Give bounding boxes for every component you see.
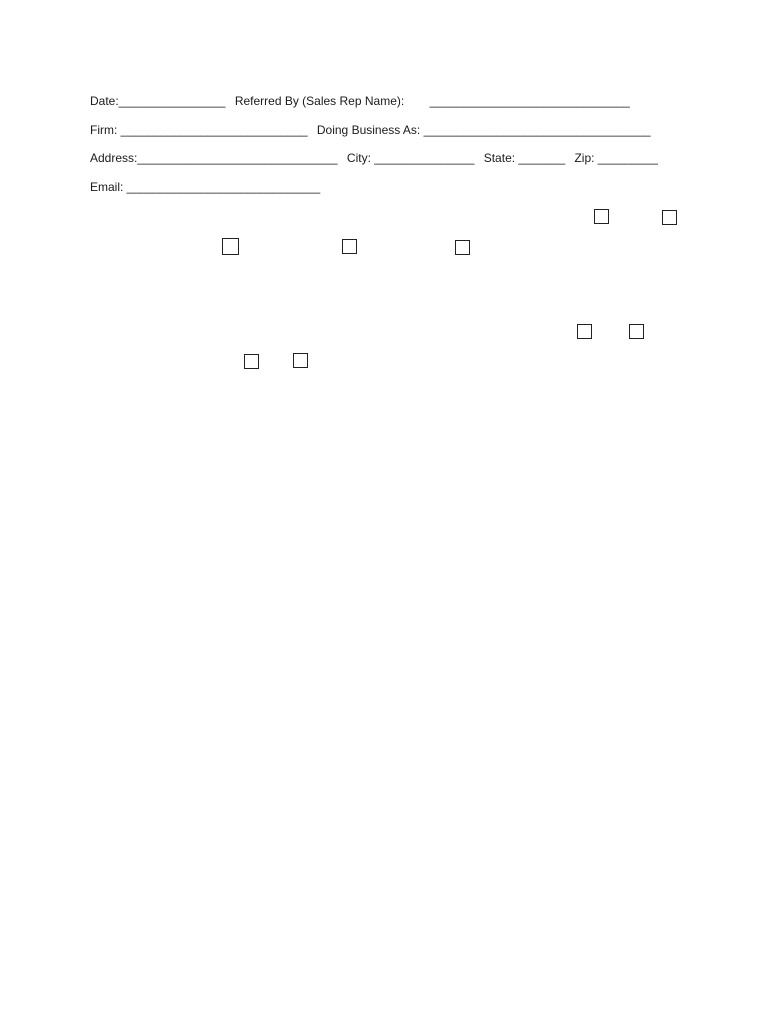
checkbox-4[interactable] xyxy=(342,239,357,254)
doing-business-as-field[interactable]: Doing Business As: __________________________________ xyxy=(316,123,651,137)
checkbox-8[interactable] xyxy=(244,354,259,369)
address-row xyxy=(90,151,658,165)
checkbox-9[interactable] xyxy=(293,353,308,368)
referred-by-label: Referred By (Sales Rep Name): xyxy=(234,94,405,108)
checkbox-7[interactable] xyxy=(629,324,644,339)
email-row xyxy=(90,180,320,194)
checkbox-6[interactable] xyxy=(577,324,592,339)
address-field[interactable]: Address:______________________________ xyxy=(90,151,338,165)
date-field[interactable]: Date:________________ xyxy=(90,94,226,108)
email-field[interactable]: Email: _____________________________ xyxy=(90,180,321,194)
state-field[interactable]: State: _______ xyxy=(483,151,566,165)
checkbox-5[interactable] xyxy=(455,240,470,255)
checkbox-3[interactable] xyxy=(222,238,239,255)
checkbox-1[interactable] xyxy=(594,209,609,224)
firm-field[interactable]: Firm: ____________________________ xyxy=(90,123,308,137)
firm-dba-row xyxy=(90,123,651,137)
checkbox-2[interactable] xyxy=(662,210,677,225)
referred-by-field[interactable]: ______________________________ xyxy=(429,94,630,108)
date-referred-row xyxy=(90,94,630,108)
zip-field[interactable]: Zip: _________ xyxy=(574,151,658,165)
city-field[interactable]: City: _______________ xyxy=(346,151,475,165)
